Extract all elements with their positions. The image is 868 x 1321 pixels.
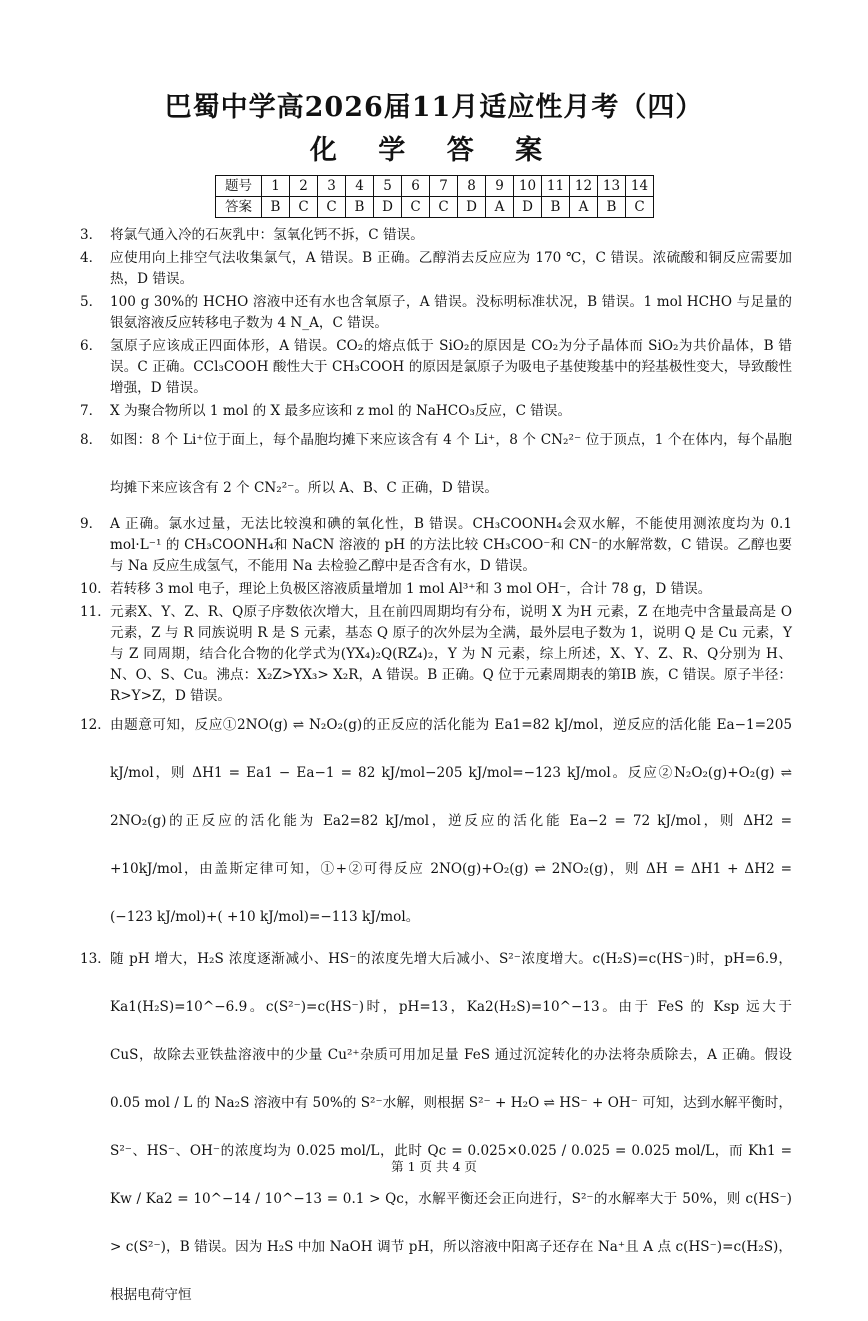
answer-cell: D: [458, 197, 486, 218]
answer-cell: D: [514, 197, 542, 218]
question-number-cell: 9: [486, 176, 514, 197]
question-number-cell: 7: [430, 176, 458, 197]
explanation-text: A 正确。氯水过量，无法比较溴和碘的氧化性，B 错误。CH₃COONH₄会双水解，不能使用测浓度均为 0.1 mol·L⁻¹ 的 CH₃COONH₄和 NaCN 溶液的 pH 的方法比较 CH₃COO⁻和 CN⁻的水解常数，C 错误。乙醇也要与 Na 反应生成氢气，不能用 Na 去检验乙醇中是否含有水，D 错误。: [110, 516, 792, 574]
document-title: 巴蜀中学高2026届11月适应性月考（四）: [164, 92, 704, 123]
question-number-cell: 3: [318, 176, 346, 197]
answer-cell: C: [318, 197, 346, 218]
question-number-cell: 5: [374, 176, 402, 197]
question-number-cell: 6: [402, 176, 430, 197]
question-number: 4．: [80, 250, 103, 266]
question-number: 7．: [80, 403, 103, 419]
question-number-cell: 14: [626, 176, 654, 197]
explanation-text: 如图：8 个 Li⁺位于面上，每个晶胞均摊下来应该含有 4 个 Li⁺，8 个 CN₂²⁻ 位于顶点，1 个在体内，每个晶胞均摊下来应该含有 2 个 CN₂²⁻。所以 A、B、C 正确，D 错误。: [110, 432, 792, 496]
question-number: 6．: [80, 338, 103, 354]
explanation-item: [80, 579, 792, 600]
explanation-item: [80, 602, 792, 707]
question-number-cell: 8: [458, 176, 486, 197]
answer-table-row-label: 题号: [216, 176, 262, 197]
question-number: 12．: [80, 717, 111, 733]
explanation-text: 由题意可知，反应①2NO(g) ⇌ N₂O₂(g)的正反应的活化能为 Ea1=82 kJ/mol，逆反应的活化能 Ea−1=205 kJ/mol，则 ΔH1 = Ea1 − Ea−1 = 82 kJ/mol−205 kJ/mol=−123 kJ/mol。反应②N₂O₂(g)+O₂(g) ⇌ 2NO₂(g)的正反应的活化能为 Ea2=82 kJ/mol，逆反应的活化能 Ea−2 = 72 kJ/mol，则 ΔH2 = +10kJ/mol，由盖斯定律可知，①+②可得反应 2NO(g)+O₂(g) ⇌ 2NO₂(g)，则 ΔH = ΔH1 + ΔH2 = (−123 kJ/mol)+( +10 kJ/mol)=−113 kJ/mol。: [110, 717, 792, 925]
question-number: 3．: [80, 227, 103, 243]
explanation-item: [80, 701, 792, 941]
question-number-cell: 10: [514, 176, 542, 197]
explanation-item: [80, 416, 792, 512]
question-number: 9．: [80, 516, 103, 532]
answer-table-row-label: 答案: [216, 197, 262, 218]
explanation-item: [80, 935, 792, 1319]
answer-cell: B: [262, 197, 290, 218]
explanation-text: 元素X、Y、Z、R、Q原子序数依次增大，且在前四周期均有分布，说明 X 为H 元素，Z 在地壳中含量最高是 O 元素，Z 与 R 同族说明 R 是 S 元素，基态 Q 原子的次外层为全满，最外层电子数为 1，说明 Q 是 Cu 元素，Y 与 Z 同周期，结合化合物的化学式为(YX₄)₂Q(RZ₄)₂，Y 为 N 元素，综上所述，X、Y、Z、R、Q分别为 H、N、O、S、Cu。沸点：X₂Z>YX₃> X₂R，A 错误。B 正确。Q 位于元素周期表的第ⅠB 族，C 错误。原子半径：R>Y>Z，D 错误。: [110, 604, 792, 704]
explanation-text: 100 g 30%的 HCHO 溶液中还有水也含氧原子，A 错误。没标明标准状况，B 错误。1 mol HCHO 与足量的银氨溶液反应转移电子数为 4 N_A，C 错误。: [110, 294, 792, 331]
question-number-cell: 13: [598, 176, 626, 197]
answer-cell: C: [626, 197, 654, 218]
answer-table-answer-row: [216, 197, 654, 218]
page-footer: 第 1 页 共 4 页: [391, 1159, 477, 1174]
question-number: 10．: [80, 581, 111, 597]
answer-table: [215, 175, 654, 218]
question-number: 11．: [80, 604, 111, 620]
question-number: 5．: [80, 294, 103, 310]
question-number: 8．: [80, 432, 103, 448]
explanation-item: [80, 336, 792, 399]
answer-cell: D: [374, 197, 402, 218]
explanation-text: 将氯气通入冷的石灰乳中：氢氧化钙不拆，C 错误。: [110, 227, 424, 243]
question-number-cell: 12: [570, 176, 598, 197]
explanation-item: [80, 514, 792, 577]
answer-cell: C: [430, 197, 458, 218]
question-number-cell: 2: [290, 176, 318, 197]
answer-cell: C: [402, 197, 430, 218]
answer-cell: A: [570, 197, 598, 218]
explanation-text: 氢原子应该成正四面体形，A 错误。CO₂的熔点低于 SiO₂的原因是 CO₂为分子晶体而 SiO₂为共价晶体，B 错误。C 正确。CCl₃COOH 酸性大于 CH₃COOH 的原因是氯原子为吸电子基使羧基中的羟基极性变大，导致酸性增强，D 错误。: [110, 338, 792, 396]
document-subtitle: 化 学 答 案: [309, 135, 559, 166]
question-number: 13．: [80, 951, 111, 967]
explanation-item: [80, 225, 792, 246]
question-number-cell: 1: [262, 176, 290, 197]
question-number-cell: 11: [542, 176, 570, 197]
answer-cell: A: [486, 197, 514, 218]
answer-cell: B: [542, 197, 570, 218]
explanation-text: 应使用向上排空气法收集氯气，A 错误。B 正确。乙醇消去反应应为 170 ℃，C 错误。浓硫酸和铜反应需要加热，D 错误。: [110, 250, 792, 287]
answer-cell: B: [346, 197, 374, 218]
explanation-text: 随 pH 增大，H₂S 浓度逐渐减小、HS⁻的浓度先增大后减小、S²⁻浓度增大。c(H₂S)=c(HS⁻)时，pH=6.9，Ka1(H₂S)=10^−6.9。c(S²⁻)=c(HS⁻)时，pH=13，Ka2(H₂S)=10^−13。由于 FeS 的 Ksp 远大于 CuS，故除去亚铁盐溶液中的少量 Cu²⁺杂质可用加足量 FeS 通过沉淀转化的办法将杂质除去，A 正确。假设 0.05 mol / L 的 Na₂S 溶液中有 50%的 S²⁻水解，则根据 S²⁻ + H₂O ⇌ HS⁻ + OH⁻ 可知，达到水解平衡时，S²⁻、HS⁻、OH⁻的浓度均为 0.025 mol/L，此时 Qc = 0.025×0.025 / 0.025 = 0.025 mol/L，而 Kh1 = Kw / Ka2 = 10^−14 / 10^−13 = 0.1 > Qc，水解平衡还会正向进行，S²⁻的水解率大于 50%，则 c(HS⁻) > c(S²⁻)，B 错误。因为 H₂S 中加 NaOH 调节 pH，所以溶液中阳离子还存在 Na⁺且 A 点 c(HS⁻)=c(H₂S)，根据电荷守恒: [110, 951, 792, 1303]
answer-cell: C: [290, 197, 318, 218]
answer-cell: B: [598, 197, 626, 218]
explanation-item: [80, 248, 792, 290]
explanation-text: 若转移 3 mol 电子，理论上负极区溶液质量增加 1 mol Al³⁺和 3 mol OH⁻，合计 78 g，D 错误。: [110, 581, 712, 597]
question-number-cell: 4: [346, 176, 374, 197]
explanation-item: [80, 292, 792, 334]
explanation-text: X 为聚合物所以 1 mol 的 X 最多应该和 z mol 的 NaHCO₃反应，C 错误。: [110, 403, 572, 419]
answer-table-number-row: [216, 176, 654, 197]
